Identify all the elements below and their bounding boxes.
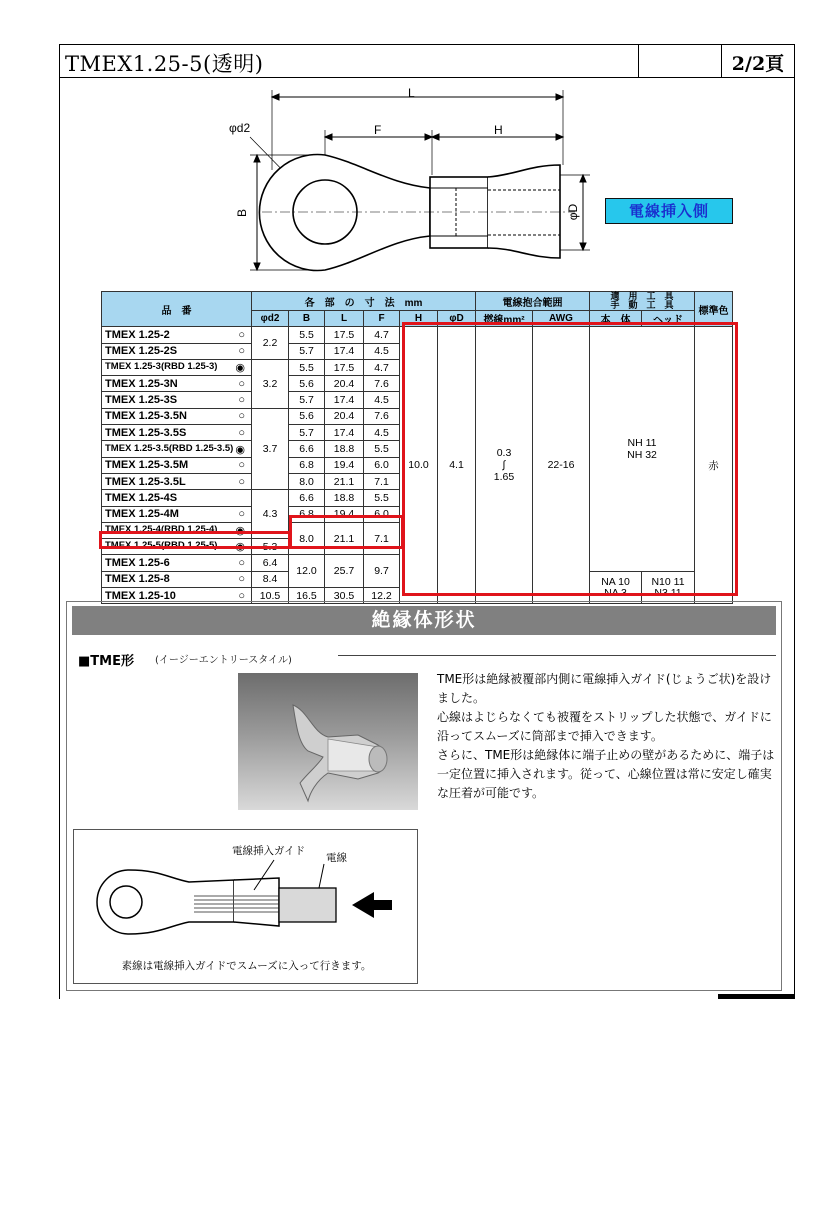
diagram-caption: 素線は電線挿入ガイドでスムーズに入って行きます。: [121, 960, 372, 972]
part-number: TMEX 1.25-4S: [102, 490, 252, 506]
terminal-photo-illustration: [238, 673, 418, 810]
cell-F: 4.5: [364, 425, 400, 441]
cell-F: 5.5: [364, 441, 400, 457]
cell-F: 6.0: [364, 457, 400, 473]
col-F: F: [364, 311, 400, 327]
cell-F: 7.6: [364, 408, 400, 424]
cell-D: 4.1: [438, 327, 476, 604]
cell-L: 25.7: [325, 555, 364, 588]
cell-d2: 2.2: [252, 327, 289, 360]
col-mm2: 撚線mm²: [476, 311, 533, 327]
cell-F: 6.0: [364, 506, 400, 522]
cell-B: 6.8: [289, 506, 325, 522]
dim-label-F: F: [374, 123, 382, 137]
dim-label-D: φD: [566, 203, 581, 221]
cell-L: 18.8: [325, 490, 364, 506]
part-number: TMEX 1.25-3.5S ○: [102, 425, 252, 441]
part-number: TMEX 1.25-2 ○: [102, 327, 252, 343]
part-number: TMEX 1.25-3.5N ○: [102, 408, 252, 424]
cell-F: 5.5: [364, 490, 400, 506]
cell-tools-nh: NH 11 NH 32: [590, 327, 695, 571]
document-title: TMEX1.25-5(透明): [65, 52, 264, 76]
paragraph: TME形は絶縁被覆部内側に電線挿入ガイド(じょうご状)を設けました。: [437, 672, 772, 705]
header-dimensions: 各 部 の 寸 法 mm: [252, 292, 476, 311]
terminal-photo: [238, 673, 418, 810]
paragraph: 心線はよじらなくても被覆をストリップした状態で、ガイドに沿ってスムーズに筒部まで挿入できます。: [437, 710, 772, 743]
cell-B: 8.0: [289, 522, 325, 555]
cell-F: 4.7: [364, 359, 400, 375]
tme-type-label: ■TME形: [78, 654, 134, 669]
col-L: L: [325, 311, 364, 327]
dim-label-H: H: [494, 123, 503, 137]
highlight-dims: [289, 515, 404, 549]
cell-wire-range: 0.3 ∫ 1.65: [476, 327, 533, 604]
cell-L: 19.4: [325, 506, 364, 522]
cell-B: 5.5: [289, 359, 325, 375]
cell-B: 5.6: [289, 376, 325, 392]
col-B: B: [289, 311, 325, 327]
bottom-rule: [718, 994, 795, 999]
cell-d2: 6.4: [252, 555, 289, 571]
cell-d2: 4.3: [252, 490, 289, 539]
cell-L: 21.1: [325, 473, 364, 489]
dim-label-L: L: [408, 86, 415, 100]
part-number: TMEX 1.25-6 ○: [102, 555, 252, 571]
cell-L: 20.4: [325, 408, 364, 424]
col-tool-body: 本 体: [590, 311, 642, 327]
highlight-part-number: [99, 531, 291, 549]
cell-L: 17.5: [325, 359, 364, 375]
cell-F: 12.2: [364, 588, 400, 604]
wire-label: 電線: [326, 852, 347, 864]
part-number: TMEX 1.25-3(RBD 1.25-3) ◉: [102, 359, 252, 375]
cell-L: 17.5: [325, 327, 364, 343]
cell-d2: 5.3: [252, 539, 289, 555]
cell-L: 30.5: [325, 588, 364, 604]
cell-d2: 3.7: [252, 408, 289, 489]
cell-B: 8.0: [289, 473, 325, 489]
part-number: TMEX 1.25-8 ○: [102, 571, 252, 587]
part-number: TMEX 1.25-3.5(RBD 1.25-3.5) ◉: [102, 441, 252, 457]
col-D: φD: [438, 311, 476, 327]
cell-L: 19.4: [325, 457, 364, 473]
cell-B: 6.6: [289, 441, 325, 457]
cell-L: 21.1: [325, 522, 364, 555]
cell-d2: 3.2: [252, 359, 289, 408]
part-number: TMEX 1.25-4(RBD 1.25-4) ◉: [102, 522, 252, 538]
cell-B: 5.6: [289, 408, 325, 424]
terminal-drawing: [0, 0, 827, 290]
col-tool-head: ヘッド: [642, 311, 695, 327]
cell-F: 4.5: [364, 392, 400, 408]
part-number: TMEX 1.25-4M ○: [102, 506, 252, 522]
cell-B: 5.7: [289, 425, 325, 441]
tme-type-subtitle: (イージーエントリースタイル): [155, 655, 292, 666]
cell-B: 5.5: [289, 327, 325, 343]
page-number: 2/2頁: [731, 53, 785, 75]
col-H: H: [400, 311, 438, 327]
highlight-common-specs: [402, 322, 738, 596]
header-wire-range: 電線抱合範囲: [476, 292, 590, 311]
dim-label-d2: φd2: [229, 121, 251, 135]
cell-tool-body-na: NA 10 NA 3: [590, 571, 642, 604]
wire-insert-side-badge: 電線挿入側: [605, 198, 733, 224]
cell-L: 20.4: [325, 376, 364, 392]
cell-B: 16.5: [289, 588, 325, 604]
cell-F: 9.7: [364, 555, 400, 588]
cell-d2: 8.4: [252, 571, 289, 587]
cell-F: 4.7: [364, 327, 400, 343]
cell-color: 赤: [695, 327, 733, 604]
col-awg: AWG: [533, 311, 590, 327]
cell-F: 4.5: [364, 343, 400, 359]
insertion-diagram: [73, 829, 418, 984]
cell-B: 6.6: [289, 490, 325, 506]
header-tools: 適 用 工 具 手 動 工 具: [590, 292, 695, 311]
cell-F: 7.6: [364, 376, 400, 392]
guide-label: 電線挿入ガイド: [232, 845, 306, 857]
divider: [338, 655, 776, 656]
cell-B: 5.7: [289, 392, 325, 408]
cell-B: 12.0: [289, 555, 325, 588]
cell-F: 7.1: [364, 522, 400, 555]
section-title: 絶縁体形状: [72, 606, 776, 635]
cell-L: 18.8: [325, 441, 364, 457]
header-color: 標準色: [695, 292, 733, 327]
part-number: TMEX 1.25-3S ○: [102, 392, 252, 408]
cell-L: 17.4: [325, 343, 364, 359]
cell-awg: 22-16: [533, 327, 590, 604]
part-number: TMEX 1.25-10 ○: [102, 588, 252, 604]
cell-B: 6.8: [289, 457, 325, 473]
cell-d2: 10.5: [252, 588, 289, 604]
cell-H: 10.0: [400, 327, 438, 604]
part-number: TMEX 1.25-3.5M ○: [102, 457, 252, 473]
cell-F: 7.1: [364, 473, 400, 489]
cell-tool-head-na: N10 11 N3 11: [642, 571, 695, 604]
dim-label-B: B: [235, 208, 250, 218]
paragraph: さらに、TME形は絶縁体に端子止めの壁があるために、端子は一定位置に挿入されます。従って、心線位置は常に安定し確実な圧着が可能です。: [437, 748, 775, 800]
col-d2: φd2: [252, 311, 289, 327]
part-number: TMEX 1.25-2S ○: [102, 343, 252, 359]
part-number: TMEX 1.25-3.5L ○: [102, 473, 252, 489]
tme-description: [437, 670, 779, 803]
part-number: TMEX 1.25-3N ○: [102, 376, 252, 392]
header-part-number: 品 番: [102, 292, 252, 327]
cell-L: 17.4: [325, 425, 364, 441]
cell-L: 17.4: [325, 392, 364, 408]
cell-B: 5.7: [289, 343, 325, 359]
part-number: TMEX 1.25-5(RBD 1.25-5) ◉: [102, 539, 252, 555]
